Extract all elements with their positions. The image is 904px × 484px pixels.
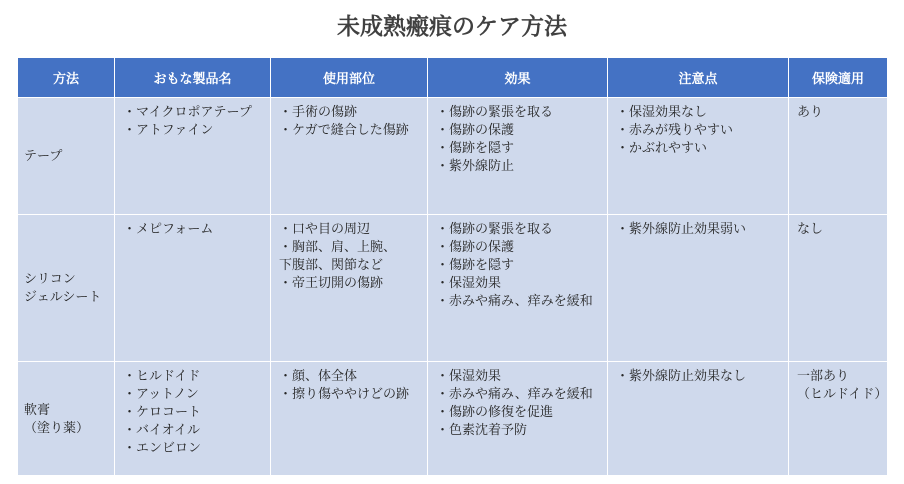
caution-item: ・赤みが残りやすい	[616, 123, 734, 138]
table-header-row	[18, 58, 888, 98]
cell-insurance	[789, 98, 888, 215]
cell-products	[115, 98, 271, 215]
method-label: ジェルシート	[24, 290, 102, 305]
product-item: ・ケロコート	[123, 405, 202, 420]
method-label: 軟膏	[24, 402, 51, 418]
care-methods-table	[17, 57, 888, 476]
cell-products	[115, 215, 271, 362]
header-insurance: 保険適用	[789, 58, 888, 98]
method-label: （塗り薬）	[24, 420, 90, 436]
page-title: 未成熟瘢痕のケア方法	[337, 14, 567, 40]
effect-item: ・紫外線防止	[436, 159, 515, 174]
effect-item: ・傷跡の緊張を取る	[436, 222, 554, 237]
cell-insurance	[789, 215, 888, 362]
effect-item: ・傷跡の保護	[436, 123, 515, 138]
cell-cautions	[608, 98, 789, 215]
cell-cautions	[608, 215, 789, 362]
table-row-ointment	[18, 362, 888, 476]
table-row-silicone-gel-sheet	[18, 215, 888, 362]
cell-effects	[428, 362, 608, 476]
site-item: ・口や目の周辺	[279, 222, 371, 237]
header-effects: 効果	[428, 58, 608, 98]
caution-item: ・紫外線防止効果なし	[616, 369, 747, 384]
cell-insurance	[789, 362, 888, 476]
product-item: ・メピフォーム	[123, 222, 214, 237]
cell-sites	[271, 215, 428, 362]
header-products: おもな製品名	[115, 58, 271, 98]
effect-item: ・赤みや痛み、痒みを緩和	[436, 294, 593, 309]
insurance-value: なし	[797, 222, 824, 237]
cell-method	[18, 362, 115, 476]
site-item: ・顔、体全体	[279, 369, 358, 384]
table-row-tape	[18, 98, 888, 215]
cell-cautions	[608, 362, 789, 476]
product-item: ・バイオイル	[123, 423, 200, 438]
site-item: ・手術の傷跡	[279, 105, 358, 120]
caution-item: ・保湿効果なし	[616, 105, 708, 120]
effect-item: ・傷跡の保護	[436, 240, 515, 255]
cell-method	[18, 98, 115, 215]
product-item: ・アトファイン	[123, 123, 214, 138]
product-item: ・エンビロン	[123, 441, 202, 456]
effect-item: ・保湿効果	[436, 276, 502, 291]
insurance-note: （ヒルドイド）	[797, 387, 888, 402]
product-item: ・マイクロポアテープ	[123, 105, 252, 120]
cell-method	[18, 215, 115, 362]
effect-item: ・傷跡の緊張を取る	[436, 105, 554, 120]
caution-item: ・かぶれやすい	[616, 141, 708, 156]
product-item: ・ヒルドイド	[123, 369, 201, 384]
cell-sites	[271, 362, 428, 476]
header-sites: 使用部位	[271, 58, 428, 98]
method-label: シリコン	[24, 272, 76, 287]
site-item: ・帝王切開の傷跡	[279, 276, 384, 291]
cell-products	[115, 362, 271, 476]
product-item: ・アットノン	[123, 387, 199, 402]
header-cautions: 注意点	[608, 58, 789, 98]
caution-item: ・紫外線防止効果弱い	[616, 222, 747, 237]
effect-item: ・傷跡の修復を促進	[436, 405, 554, 420]
insurance-value: あり	[797, 105, 824, 120]
insurance-value: 一部あり	[797, 369, 850, 384]
effect-item: ・色素沈着予防	[436, 423, 528, 438]
site-item: ・擦り傷ややけどの跡	[279, 387, 410, 402]
effect-item: ・傷跡を隠す	[436, 141, 515, 156]
cell-sites	[271, 98, 428, 215]
effect-item: ・傷跡を隠す	[436, 258, 515, 273]
method-label: テープ	[24, 149, 63, 164]
effect-item: ・赤みや痛み、痒みを緩和	[436, 387, 593, 402]
effect-item: ・保湿効果	[436, 369, 502, 384]
site-item: 下腹部、関節など	[279, 258, 384, 273]
site-item: ・ケガで縫合した傷跡	[279, 123, 409, 138]
cell-effects	[428, 98, 608, 215]
site-item: ・胸部、肩、上腕、	[279, 240, 397, 255]
header-method: 方法	[18, 58, 115, 98]
cell-effects	[428, 215, 608, 362]
